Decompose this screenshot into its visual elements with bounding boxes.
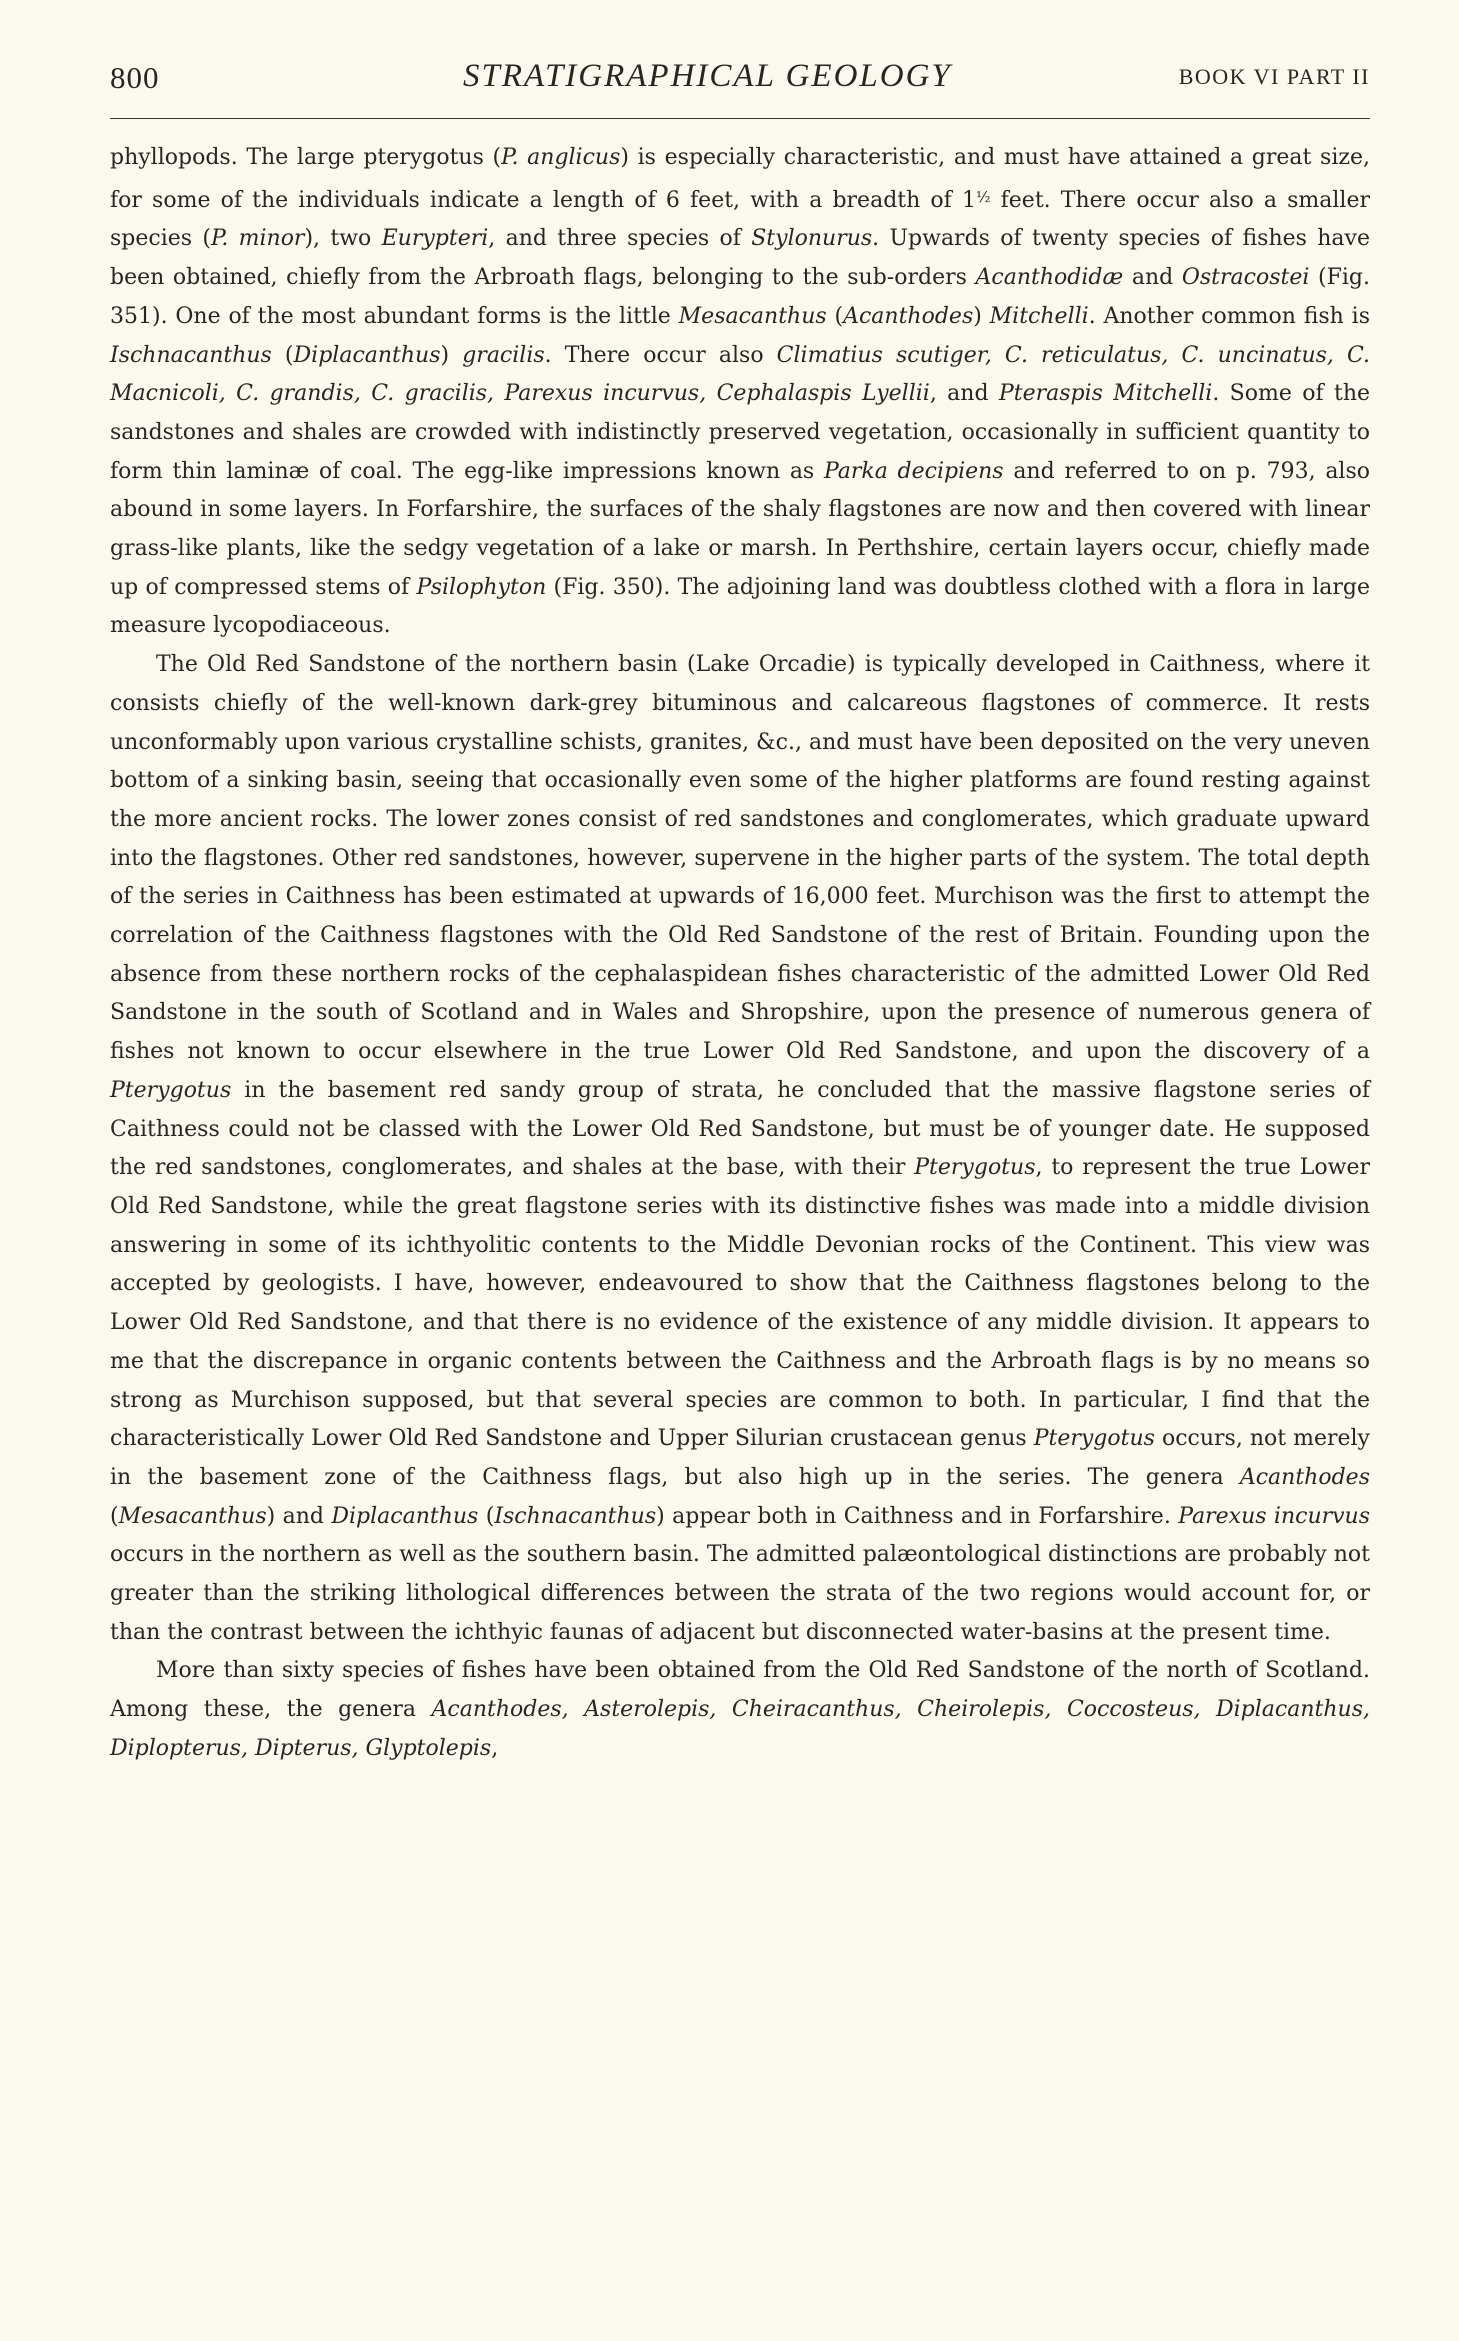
- text-run: . Another common fish is: [1088, 303, 1370, 329]
- fraction: ½: [975, 187, 991, 206]
- text-run: ,: [491, 1735, 499, 1761]
- text-run: The Old Red Sandstone of the northern basin (Lake Orcadie) is typically developed in Caithness, where it consists chiefly of the well-known dark-grey bituminous and calcareous flagstones of commerce. It rests unconformably upon various crystalline schists, granites, &c., and must have been deposited on the very uneven bottom of a sinking basin, seeing that occasionally even some of the higher platforms are found resting against the more ancient rocks. The lower zones consist of red sandstones and conglomerates, which graduate upward into the flagstones. Other red sandstones, however, supervene in the higher parts of the system. The total depth of the series in Caithness has been estimated at upwards of 16,000 feet. Murchison was the first to attempt the correlation of the Caithness flagstones with the Old Red Sandstone of the rest of Britain. Founding upon the absence from these northern rocks of the cephalaspidean fishes characteristic of the admitted Lower Old Red Sandstone in the south of Scotland and in Wales and Shropshire, upon the presence of numerous genera of fishes not known to occur elsewhere in the true Lower Old Red Sandstone, and upon the discovery of a: [110, 652, 1370, 1065]
- text-run: occurs, not merely in the basement zone of the Caithness flags, but also high up in the series. The genera: [110, 1426, 1370, 1490]
- running-title: STRATIGRAPHICAL GEOLOGY: [463, 58, 952, 94]
- text-run: and: [1123, 265, 1182, 291]
- italic-term: Acanthodidæ: [975, 265, 1124, 291]
- text-run: . Some of the sandstones and shales are crowded with indistinctly preserved vegetation, occasionally in sufficient quantity to form thin laminæ of coal. The egg-like impressions known as: [110, 381, 1371, 484]
- page-number: 800: [110, 60, 160, 95]
- text-run: (: [478, 1503, 495, 1529]
- italic-term: Psilophyton: [416, 574, 547, 600]
- text-run: (: [271, 342, 294, 368]
- italic-term: P. minor: [210, 226, 305, 252]
- paragraph: [110, 646, 1370, 1652]
- italic-term: Pterygotus: [110, 1077, 232, 1103]
- text-run: , and: [929, 381, 999, 407]
- text-run: occurs in the northern as well as the southern basin. The admitted palæontological distinctions are probably not greater than the striking lithological differences between the strata of the two regions would account for, or than the contrast between the ichthyic faunas of adjacent but disconnected water-basins at the present time.: [110, 1542, 1370, 1645]
- italic-term: Pteraspis Mitchelli: [998, 381, 1213, 407]
- italic-term: Stylonurus: [751, 226, 873, 252]
- italic-term: Pterygotus: [914, 1155, 1036, 1181]
- text-run: ) appear both in Caithness and in Forfarshire.: [656, 1503, 1179, 1529]
- body-text: [110, 139, 1370, 1769]
- book-page: [110, 52, 1370, 1769]
- italic-term: Diplacanthus: [293, 342, 441, 368]
- text-run: in the basement red sandy group of strata, he concluded that the massive flagstone series of Caithness could not be classed with the Lower Old Red Sandstone, but must be of younger date. He supposed the red sandstones, conglomerates, and shales at the base, with their: [110, 1077, 1370, 1181]
- text-run: ): [973, 303, 990, 329]
- italic-term: Climatius scutiger, C. reticulatus, C. uncinatus, C. Macnicoli, C. grandis, C. gracilis, Parexus incurvus, Cephalaspis Lyellii: [110, 342, 1371, 407]
- italic-term: Acanthodes: [1239, 1464, 1370, 1490]
- italic-term: Acanthodes, Asterolepis, Cheiracanthus, Cheirolepis, Coccosteus, Diplacanthus, Diplopterus, Dipterus, Glyptolepis: [110, 1697, 1370, 1761]
- italic-term: Ischnacanthus: [110, 342, 272, 368]
- italic-term: Parexus incurvus: [1178, 1503, 1371, 1529]
- paragraph: [110, 139, 1370, 646]
- italic-term: Ostracostei: [1181, 265, 1310, 291]
- book-part-label: BOOK VI PART II: [1178, 64, 1370, 89]
- text-run: ), two: [304, 226, 382, 252]
- text-run: (: [826, 303, 844, 329]
- text-run: , to represent the true Lower Old Red Sandstone, while the great flagstone series with its distinctive fishes was made into a middle division answering in some of its ichthyolitic contents to the Middle Devonian rocks of the Continent. This view was accepted by geologists. I have, however, endeavoured to show that the Caithness flagstones belong to the Lower Old Red Sandstone, and that there is no evidence of the existence of any middle division. It appears to me that the discrepance in organic contents between the Caithness and the Arbroath flags is by no means so strong as Murchison supposed, but that several species are common to both. In particular, I find that the characteristically Lower Old Red Sandstone and Upper Silurian crustacean genus: [110, 1155, 1370, 1452]
- italic-term: Acanthodes: [843, 303, 974, 329]
- text-run: . There occur also: [544, 342, 777, 368]
- text-run: ): [440, 342, 463, 368]
- text-run: ) is especially characteristic, and must have attained a great size, for some of the individuals indicate a length of 6 feet, with a breadth of 1: [110, 145, 1370, 213]
- italic-term: Diplacanthus: [331, 1503, 479, 1529]
- text-run: (Fig. 351). One of the most abundant forms is the little: [110, 265, 1371, 329]
- italic-term: Mesacanthus: [678, 303, 827, 329]
- paragraph: [110, 1652, 1370, 1768]
- text-run: and referred to on p. 793, also abound in some layers. In Forfarshire, the surfaces of the shaly flagstones are now and then covered with linear grass-like plants, like the sedgy vegetation of a lake or marsh. In Perthshire, certain layers occur, chiefly made up of compressed stems of: [110, 458, 1371, 600]
- italic-term: P. anglicus: [501, 145, 621, 170]
- italic-term: Mitchelli: [989, 303, 1089, 329]
- text-run: feet. There occur also a smaller species (: [110, 187, 1370, 252]
- italic-term: Eurypteri: [381, 226, 489, 252]
- text-run: More than sixty species of fishes have been obtained from the Old Red Sandstone of the north of Scotland. Among these, the genera: [110, 1658, 1370, 1723]
- text-run: (: [110, 1503, 119, 1529]
- italic-term: Parka decipiens: [823, 458, 1004, 484]
- header-rule: [110, 118, 1370, 119]
- italic-term: Ischnacanthus: [494, 1503, 657, 1529]
- text-run: phyllopods. The large pterygotus (: [110, 145, 502, 170]
- text-run: . Upwards of twenty species of fishes have been obtained, chiefly from the Arbroath flags, belonging to the sub-orders: [110, 226, 1370, 291]
- text-run: , and three species of: [488, 226, 752, 252]
- running-header: [110, 52, 1370, 108]
- italic-term: Mesacanthus: [118, 1503, 267, 1529]
- italic-term: gracilis: [462, 342, 545, 368]
- text-run: (Fig. 350). The adjoining land was doubtless clothed with a flora in large measure lycopodiaceous.: [110, 574, 1371, 639]
- italic-term: Pterygotus: [1033, 1426, 1155, 1452]
- text-run: ) and: [266, 1503, 332, 1529]
